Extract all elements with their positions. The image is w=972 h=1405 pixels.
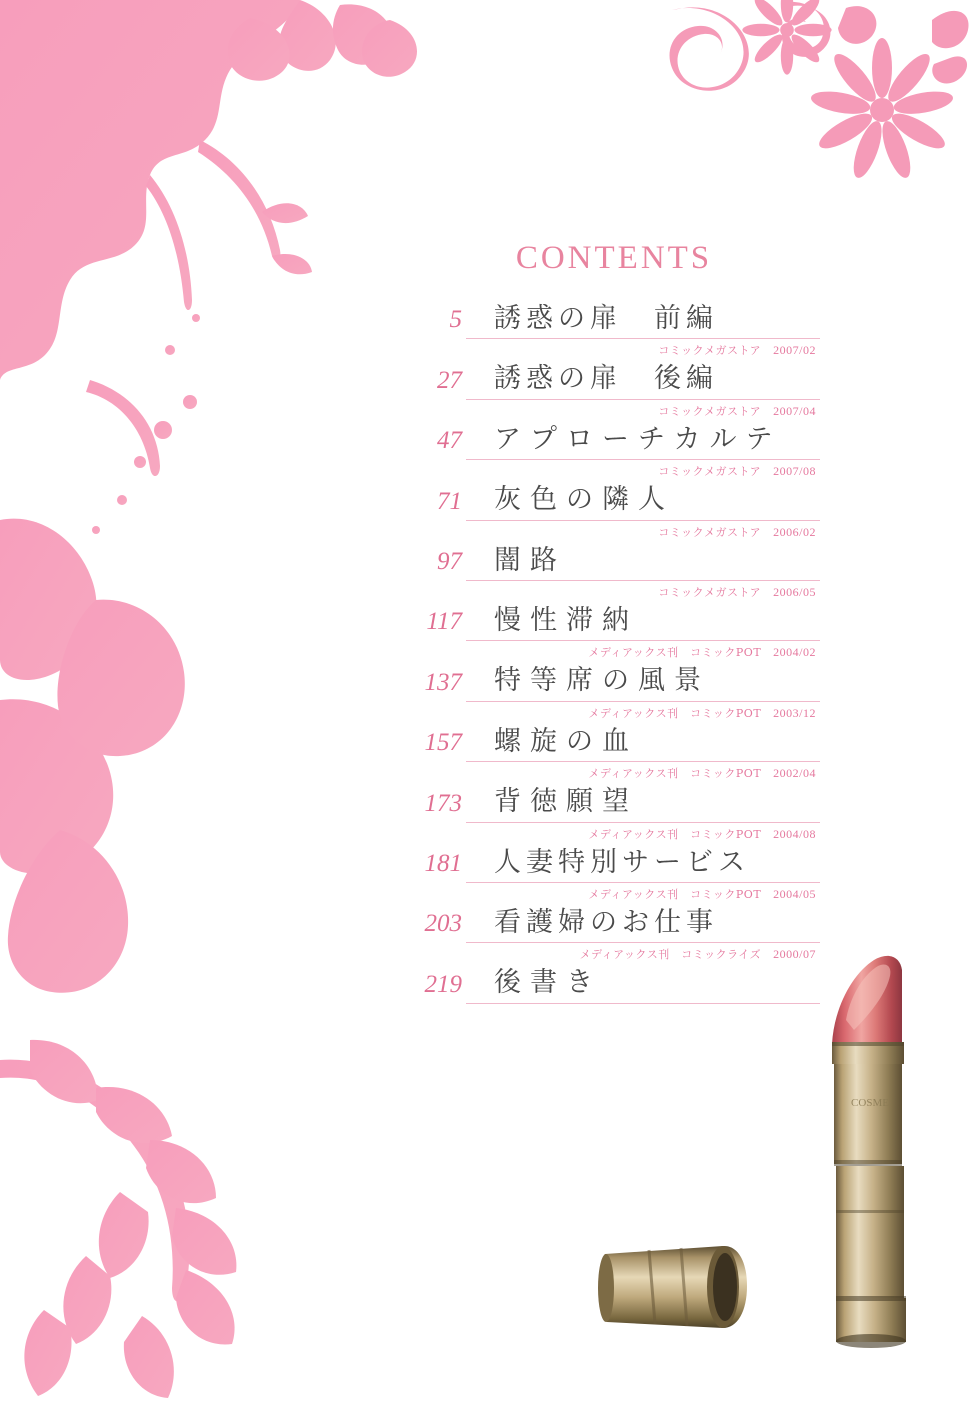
- toc-source: [390, 463, 820, 478]
- toc-title: 特等席の風景: [494, 665, 710, 697]
- toc-page-number: 173: [424, 789, 462, 817]
- toc-source: [390, 342, 820, 357]
- toc-source-date: 2004/08: [773, 826, 816, 841]
- toc-title: 誘惑の扉 前編: [494, 303, 718, 334]
- toc-source-name: コミックメガストア: [658, 525, 762, 539]
- toc-source-date: 2006/02: [773, 524, 816, 539]
- toc-rule: [466, 822, 820, 823]
- toc-source-name: コミックメガストア: [658, 344, 762, 358]
- toc-source-date: 2003/12: [773, 705, 816, 720]
- toc-rule: [466, 640, 820, 641]
- toc-source-name: メディアックス刊 コミックライズ: [579, 948, 762, 962]
- toc-source-date: 2004/02: [773, 645, 816, 660]
- toc-entry[interactable]: [390, 303, 820, 357]
- toc-rule: [466, 1003, 820, 1004]
- toc-source: [390, 644, 820, 659]
- toc-title: 看護婦のお仕事: [494, 906, 718, 938]
- toc-page-number: 117: [426, 608, 462, 636]
- toc-source-name: メディアックス刊 コミックPOT: [588, 767, 762, 781]
- toc-entry[interactable]: [390, 424, 820, 478]
- toc-entry[interactable]: [390, 786, 820, 840]
- toc-page-number: 181: [424, 849, 462, 877]
- toc-source-date: 2000/07: [773, 947, 816, 962]
- toc-title: 後書き: [494, 967, 602, 999]
- toc-source: [390, 886, 820, 901]
- toc-entry[interactable]: [390, 605, 820, 659]
- toc-rule: [466, 338, 820, 339]
- toc-source-name: メディアックス刊 コミックPOT: [588, 887, 762, 901]
- floral-silhouette-top-right: [632, 0, 972, 230]
- toc-page-number: 71: [437, 487, 462, 515]
- floral-silhouette-left: [0, 0, 420, 1400]
- toc-entry[interactable]: [390, 967, 820, 1003]
- toc-page-number: 219: [424, 970, 462, 998]
- toc-page-number: 137: [424, 668, 462, 696]
- toc-source-date: 2007/04: [773, 403, 816, 418]
- toc-entry[interactable]: [390, 726, 820, 780]
- toc-rule: [466, 399, 820, 400]
- toc-title: 誘惑の扉 後編: [494, 363, 718, 395]
- toc-rule: [466, 701, 820, 702]
- toc-source: [390, 403, 820, 418]
- toc-source: [390, 524, 820, 539]
- toc-source-name: コミックメガストア: [658, 585, 762, 599]
- toc-source: [390, 765, 820, 780]
- toc-entry[interactable]: [390, 484, 820, 538]
- toc-entry[interactable]: [390, 545, 820, 599]
- toc-rule: [466, 580, 820, 581]
- toc-title: 背徳願望: [494, 786, 638, 818]
- toc-source-date: 2004/05: [773, 886, 816, 901]
- toc-source: [390, 826, 820, 841]
- toc-source-date: 2006/05: [773, 584, 816, 599]
- toc-title: 螺旋の血: [494, 725, 638, 757]
- page-title: CONTENTS: [515, 240, 713, 276]
- toc-source: [390, 584, 820, 599]
- toc-page-number: 157: [424, 729, 462, 757]
- toc-source-date: 2002/04: [773, 766, 816, 781]
- toc-source: [390, 946, 820, 961]
- toc-source-name: コミックメガストア: [658, 465, 762, 479]
- toc-title: 人妻特別サービス: [494, 846, 750, 878]
- lipstick-cap-illustration: [597, 1232, 757, 1342]
- table-of-contents: [390, 240, 820, 1010]
- toc-page-number: 47: [437, 427, 462, 455]
- svg-text:COSME: COSME: [851, 1097, 889, 1109]
- toc-rule: [466, 459, 820, 460]
- toc-title: 慢性滞納: [494, 604, 638, 636]
- toc-rule: [466, 882, 820, 883]
- toc-source-date: 2007/08: [773, 464, 816, 479]
- toc-entry[interactable]: [390, 665, 820, 719]
- toc-page-number: 5: [449, 306, 462, 334]
- toc-entry[interactable]: [390, 363, 820, 417]
- lipstick-open-illustration: [816, 948, 924, 1348]
- toc-rule: [466, 520, 820, 521]
- toc-source-date: 2007/02: [773, 343, 816, 358]
- toc-page-number: 97: [437, 547, 462, 575]
- toc-page-number: 27: [437, 366, 462, 394]
- toc-source-name: メディアックス刊 コミックPOT: [588, 646, 762, 660]
- toc-source-name: メディアックス刊 コミックPOT: [588, 706, 762, 720]
- toc-title: アプローチカルテ: [494, 423, 782, 455]
- toc-source-name: コミックメガストア: [658, 404, 762, 418]
- toc-title: 闇路: [494, 544, 566, 576]
- toc-page-number: 203: [424, 910, 462, 938]
- toc-title: 灰色の隣人: [494, 484, 674, 516]
- toc-rule: [466, 761, 820, 762]
- toc-entry[interactable]: [390, 907, 820, 961]
- toc-source-name: メディアックス刊 コミックPOT: [588, 827, 762, 841]
- toc-source: [390, 705, 820, 720]
- toc-entry[interactable]: [390, 847, 820, 901]
- toc-rule: [466, 942, 820, 943]
